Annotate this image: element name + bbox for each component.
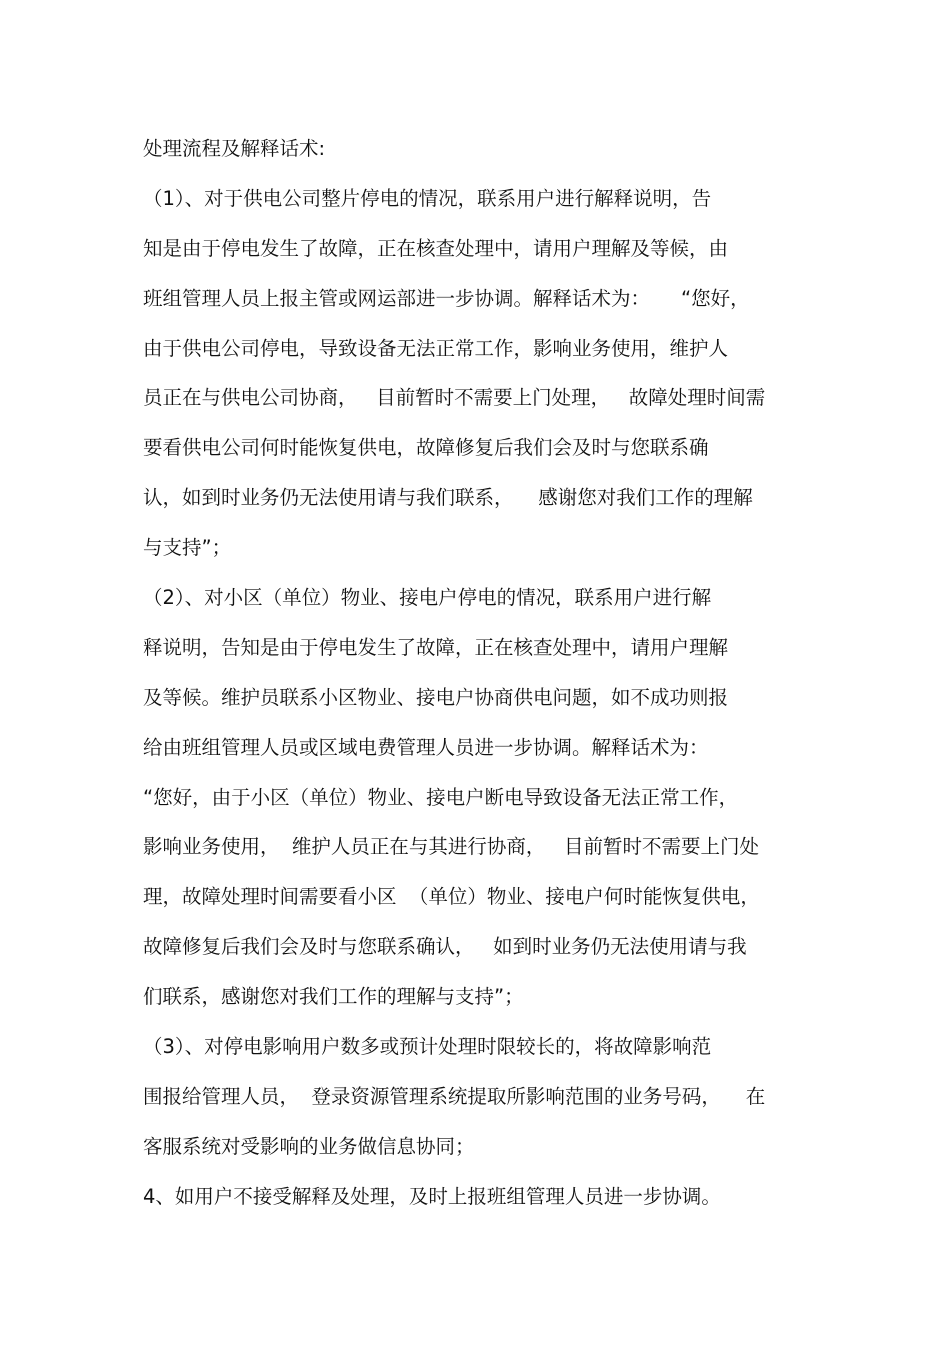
text-line: 及等候。维护员联系小区物业、接电户协商供电问题，如不成功则报 <box>143 685 729 709</box>
text-line: （3）、对停电影响用户数多或预计处理时限较长的，将故障影响范 <box>143 1035 712 1059</box>
text-line: 班组管理人员上报主管或网运部进一步协调。解释话术为： “您好， <box>143 286 750 310</box>
text-line: 与支持”； <box>143 536 232 560</box>
document-body <box>143 124 823 1222</box>
section-heading: 处理流程及解释话术: <box>143 137 326 160</box>
text-line: （1）、对于供电公司整片停电的情况，联系用户进行解释说明，告 <box>143 186 712 210</box>
text-line: 由于供电公司停电，导致设备无法正常工作，影响业务使用，维护人 <box>143 336 729 360</box>
text-line: （2）、对小区（单位）物业、接电户停电的情况，联系用户进行解 <box>143 586 712 610</box>
text-line: 释说明，告知是由于停电发生了故障，正在核查处理中，请用户理解 <box>143 635 729 659</box>
text-line: 给由班组管理人员或区域电费管理人员进一步协调。解释话术为： <box>143 735 709 759</box>
text-line: 4、如用户不接受解释及处理，及时上报班组管理人员进一步协调。 <box>143 1184 721 1208</box>
text-line: “您好，由于小区（单位）物业、接电户断电导致设备无法正常工作， <box>143 785 739 809</box>
text-line: 故障修复后我们会及时与您联系确认， 如到时业务仍无法使用请与我 <box>143 935 747 959</box>
text-line: 要看供电公司何时能恢复供电，故障修复后我们会及时与您联系确 <box>143 436 709 460</box>
text-line: 围报给管理人员， 登录资源管理系统提取所影响范围的业务号码， 在 <box>143 1084 766 1108</box>
text-line: 影响业务使用， 维护人员正在与其进行协商， 目前暂时不需要上门处 <box>143 835 759 859</box>
text-line: 认，如到时业务仍无法使用请与我们联系， 感谢您对我们工作的理解 <box>143 486 753 510</box>
text-line: 客服系统对受影响的业务做信息协同； <box>143 1134 475 1158</box>
text-line: 理，故障处理时间需要看小区 （单位）物业、接电户何时能恢复供电， <box>143 885 760 909</box>
text-line: 们联系，感谢您对我们工作的理解与支持”； <box>143 985 524 1009</box>
text-line: 员正在与供电公司协商， 目前暂时不需要上门处理， 故障处理时间需 <box>143 386 766 410</box>
text-line: 知是由于停电发生了故障，正在核查处理中，请用户理解及等候，由 <box>143 236 729 260</box>
